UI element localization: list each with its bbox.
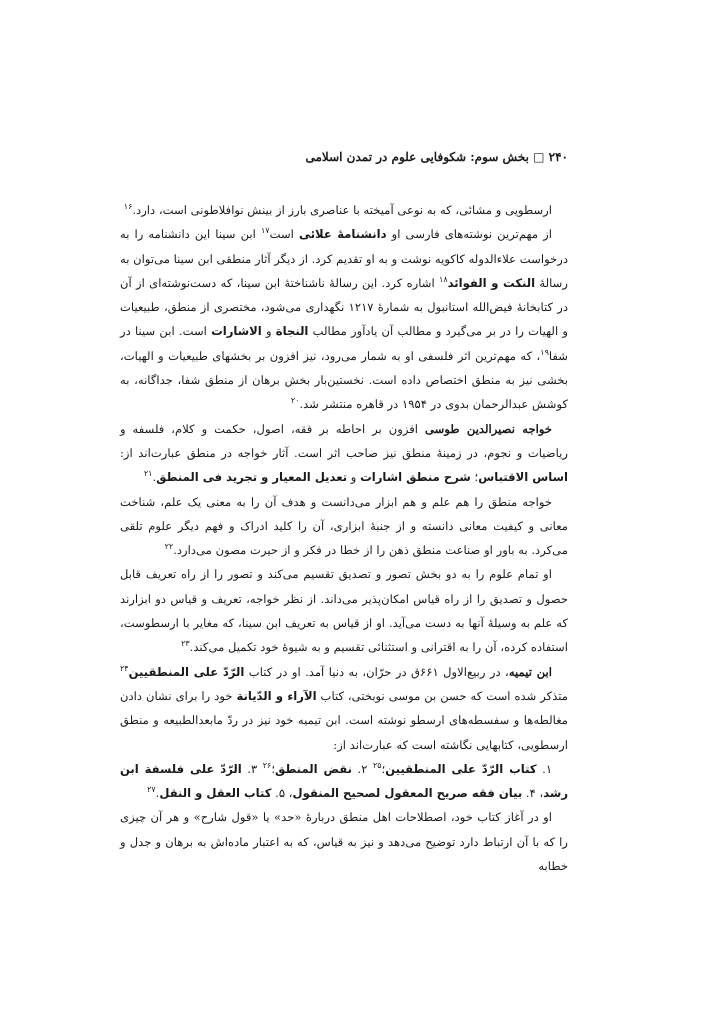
book-title: کتاب العقل و النقل [159, 786, 272, 801]
body-text: او تمام علوم را به دو بخش تصور و تصدیق تقسیم می‌کند و تصور را از راه تعریف قابل حصول و تصدیق را از راه قیاس امکان‌پذیر می‌داند. از نظر خواجه، تعریف و قیاس دو ابزارند که علم به وسیلهٔ آنها به دست می‌آید. او از قیاس به تعریف ابن سینا، که مغایر با ارسطوست، استفاده کرده، آن را به اقترانی و استثنائی تقسیم و به شیوهٔ خود تکمیل می‌کند. [120, 567, 568, 655]
footnote-marker: ۱۷ [260, 226, 270, 236]
body-text: خواجه منطق را هم علم و هم ابزار می‌دانست و هدف آن را به معنی یک علم، شناخت معانی و کیفیت معانی دانسته و از جنبهٔ ابزاری، آن را کلید ادراک و فهم دیگر علوم تلقی می‌کرد. به باور او صناعت منطق ذهن را از خطا در فکر و از حیرت مصون می‌دارد. [120, 494, 568, 558]
footnote-marker: ۲۴ [120, 663, 129, 673]
body-text: ابن سینا این دانشنامه را به درخواست علاءالدوله کاکویه نوشت و به او تقدیم کرد. از دیگر آثار منطقی ابن سینا می‌توان به رسالهٔ [120, 227, 569, 290]
body-text: ارسطویی و مشائی، که به نوعی آمیخته با عناصری بارز از بینش نوافلاطونی است، دارد. [132, 203, 552, 217]
footnote-marker: ۲۲ [164, 542, 174, 552]
book-title: الآراء و الدّیانة [236, 688, 317, 703]
book-title: کتاب الرّدّ علی المنطقیین [385, 761, 537, 776]
header-separator: □ [533, 150, 545, 164]
book-title: تعدیل المعیار و تجرید فی المنطق [156, 470, 348, 485]
body-text: ؛ [381, 761, 386, 776]
book-title: النجاة [275, 324, 309, 339]
footnote-marker: ۱۸ [439, 275, 448, 285]
body-text: اشاره کرد. این رسالهٔ ناشناختهٔ ابن سینا، که دست‌نوشته‌ای از آن در کتابخانهٔ فیض‌الله استانبول به شمارهٔ ۱۲۱۷ نگهداری می‌شود، مختصری از منطق، طبیعیات و الهیات را در بر می‌گیرد و مطالب آن یادآور مطالب [120, 275, 568, 339]
body-text: ؛ [271, 761, 276, 776]
page-number: ۲۴۰ [548, 150, 568, 164]
body-text: . [155, 786, 160, 801]
book-title: النکت و الفوائد [447, 275, 536, 290]
body-text: ؛ [470, 470, 479, 485]
footnote-marker: ۱۶ [123, 202, 133, 212]
book-title: الرّدّ علی المنطقیین [128, 664, 245, 679]
footnote-marker: ۲۱ [143, 469, 153, 479]
paragraph [120, 562, 568, 659]
body-text: ، ۵. [271, 786, 293, 801]
paragraph [120, 660, 568, 757]
body-text: او در آغاز کتاب خود، اصطلاحات اهل منطق دربارهٔ «حد» یا «قول شارح» و هر آن چیزی را که با آن ارتباط دارد توضیح می‌دهد و نیز به قیاس، که به اعتبار ماده‌اش به برهان و جدل و خطابه [120, 810, 568, 874]
footnote-marker: ۲۵ [372, 760, 382, 770]
body-text: است. ابن سینا در شفا [120, 324, 568, 363]
book-title: شرح منطق اشارات [360, 470, 471, 485]
body-text: ، در ربیع‌الاول ۶۶۱ق در حرّان، به دنیا آمد. او در کتاب [244, 664, 509, 679]
body-text: از مهم‌ترین نوشته‌های فارسی او [386, 227, 552, 242]
paragraph [120, 222, 568, 416]
book-title: دانشنامهٔ علائی [298, 227, 387, 242]
body-text: ۱. [536, 761, 553, 776]
book-title: بیان فقه صریح المعقول لصحیح المنقول [292, 786, 523, 801]
book-title: الرّدّ علی فلسفة ابن رشد [120, 761, 568, 801]
body-text: متذکر شده است که حسن بن موسی نوبختی، کتاب [316, 688, 568, 703]
footnote-marker: ۲۶ [262, 760, 272, 770]
body-text: ، که مهم‌ترین اثر فلسفی او به شمار می‌رود، نیز افزون بر بخشهای طبیعیات و الهیات، بخشی نیز به منطق اختصاص داده است. نخستین‌بار بخش برهان از منطق شفا، جداگانه، به کوشش عبدالرحمان بدوی در ۱۹۵۴ در قاهره منتشر شد. [120, 348, 568, 412]
footnote-marker: ۲۰ [290, 396, 300, 406]
body-text: است [269, 227, 299, 242]
section-title: بخش سوم: شکوفایی علوم در تمدن اسلامی [305, 150, 529, 164]
footnote-marker: ۱۹ [540, 347, 549, 357]
running-header [120, 150, 568, 164]
book-title: نقض المنطق [275, 761, 352, 776]
body-text: و [347, 470, 361, 485]
body-text: و [261, 324, 276, 339]
paragraph [120, 490, 568, 563]
footnote-marker: ۲۳ [181, 639, 190, 649]
paragraph [120, 417, 568, 490]
footnote-marker: ۲۷ [147, 785, 156, 795]
person-name: خواجه نصیرالدین طوسی [424, 421, 552, 436]
body-text: ۳. [241, 761, 263, 776]
paragraph [120, 198, 568, 222]
person-name: ابن تیمیه [508, 664, 552, 679]
paragraph [120, 757, 568, 806]
book-title: اساس الاقتباس [478, 470, 568, 485]
body-text: خود را برای نشان دادن مغالطه‌ها و سفسطه‌های ارسطو نوشته است. ابن تیمیه خود نیز در ردّ مابعدالطبیعه و منطق ارسطویی، کتابهایی نگاشته است که عبارت‌اند از: [120, 688, 568, 752]
body-text: ، ۴. [522, 786, 544, 801]
paragraph [120, 805, 568, 878]
book-title: الاشارات [211, 324, 262, 339]
page-body [120, 198, 568, 878]
body-text: افزون بر احاطه بر فقه، اصول، حکمت و کلام، فلسفه و ریاضیات و نجوم، در زمینهٔ منطق نیز صاحب اثر است. آثار خواجه در منطق عبارت‌اند از: [120, 421, 568, 460]
body-text: ۲. [351, 761, 373, 776]
body-text: . [152, 470, 157, 485]
